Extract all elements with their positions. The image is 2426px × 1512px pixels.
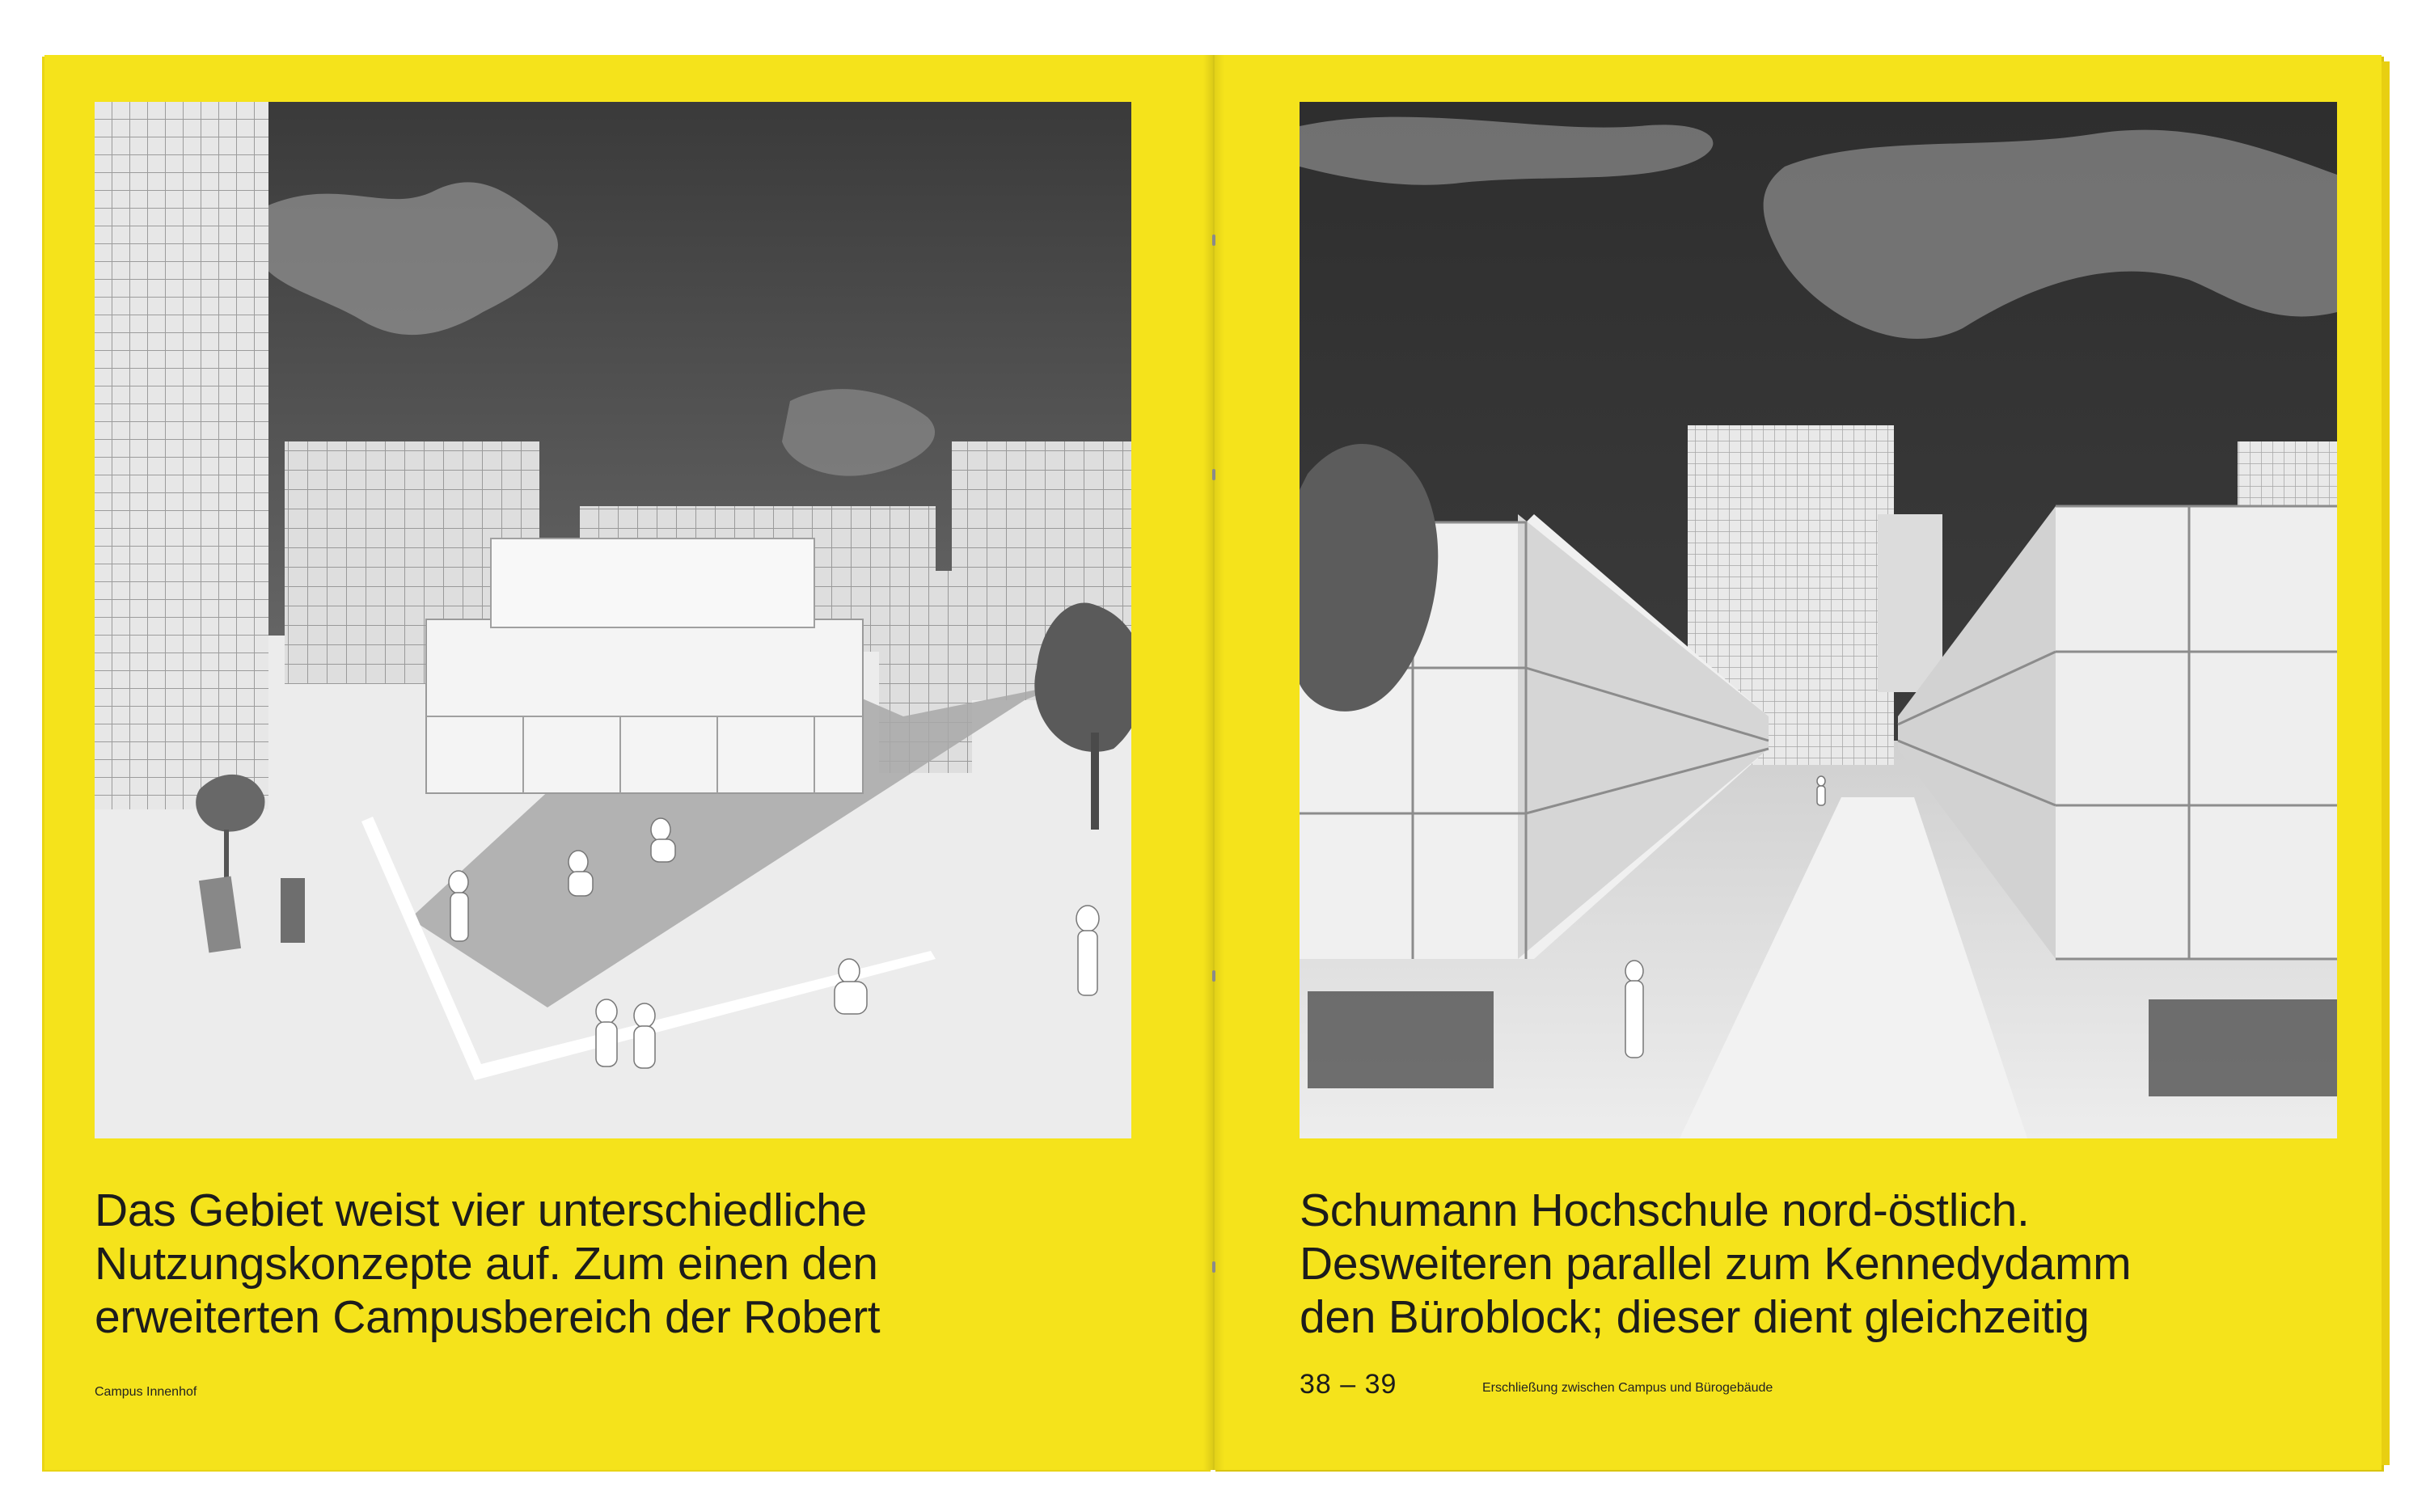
- right-page: [1213, 55, 2382, 1470]
- staple: [1212, 1261, 1215, 1273]
- left-caption: [95, 1184, 1146, 1344]
- right-caption-line-3: den Büroblock; dieser dient gleichzeitig: [1300, 1291, 2090, 1343]
- left-image-label: Campus Innenhof: [95, 1385, 197, 1399]
- left-caption-line-3: erweiterten Campusbereich der Robert: [95, 1291, 881, 1343]
- page-edge: [2382, 61, 2390, 1465]
- book-gutter: [1203, 55, 1224, 1470]
- right-caption-line-1: Schumann Hochschule nord-östlich.: [1300, 1185, 2030, 1236]
- office-passage-rendering: [1300, 102, 2337, 1138]
- staple: [1212, 970, 1215, 982]
- left-page: [44, 55, 1213, 1470]
- staple: [1212, 469, 1215, 480]
- right-caption-line-2: Desweiteren parallel zum Kennedydamm: [1300, 1238, 2132, 1290]
- right-image-label: Erschließung zwischen Campus und Bürogebäude: [1482, 1381, 1773, 1395]
- right-caption: [1300, 1184, 2351, 1344]
- staple: [1212, 234, 1215, 246]
- left-caption-line-2: Nutzungskonzepte auf. Zum einen den: [95, 1238, 878, 1290]
- page-numbers: 38 – 39: [1300, 1369, 1397, 1400]
- left-caption-line-1: Das Gebiet weist vier unterschiedliche: [95, 1185, 867, 1236]
- campus-courtyard-rendering: [95, 102, 1131, 1138]
